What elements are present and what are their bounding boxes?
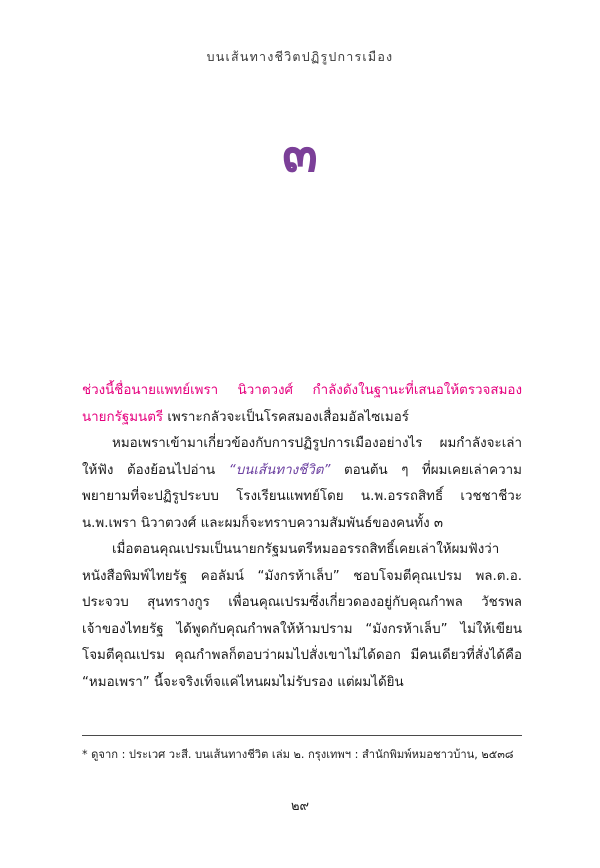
chapter-number: ๓ bbox=[282, 124, 318, 184]
paragraph-1-lead: ช่วงนี้ชื่อนายแพทย์เพรา นิวาตวงศ์ กำลังดังในฐานะที่เสนอให้ตรวจสมองนายกรัฐมนตรี bbox=[82, 383, 522, 425]
paragraph-1 bbox=[82, 378, 522, 431]
paragraph-3: เมื่อตอนคุณเปรมเป็นนายกรัฐมนตรีหมออรรถสิทธิ์เคยเล่าให้ผมฟังว่า หนังสือพิมพ์ไทยรัฐ คอลัมน์ “มังกรห้าเล็บ” ชอบโจมตีคุณเปรม พล.ต.อ. ประจวบ สุนทรางกูร เพื่อนคุณเปรมซึ่งเกี่ยวดองอยู่กับคุณกำพล วัชรพล เจ้าของไทยรัฐ ได้พูดกับคุณกำพลให้ห้ามปราม “มังกรห้าเล็บ” ไม่ให้เขียนโจมตีคุณเปรม คุณกำพลก็ตอบว่าผมไปสั่งเขาไม่ได้ดอก มีคนเดียวที่สั่งได้คือ “หมอเพรา” นี้จะจริงเท็จแค่ไหนผมไม่รับรอง แต่ผมได้ยิน bbox=[82, 542, 522, 690]
body-text bbox=[82, 378, 522, 696]
page-number: ๒๙ bbox=[290, 799, 310, 814]
paragraph-2-part-b: ตอนต้น ๆ ที่ผมเคยเล่าความพยายามที่จะปฏิรูประบบ โรงเรียนแพทย์โดย น.พ.อรรถสิทธิ์ เวชชาชีวะ น.พ.เพรา นิวาตวงศ์ และผมก็จะทราบความสัมพันธ์ของคนทั้ง ๓ bbox=[82, 462, 522, 531]
footnote-text: ดูจาก : ประเวศ วะสี. บนเส้นทางชีวิต เล่ม ๒. กรุงเทพฯ : สำนักพิมพ์หมอชาวบ้าน, ๒๕๓๘ bbox=[87, 748, 514, 761]
paragraph-2 bbox=[82, 431, 522, 537]
footnote-divider bbox=[82, 735, 522, 736]
running-head: บนเส้นทางชีวิตปฏิรูปการเมือง bbox=[206, 49, 394, 64]
footnote bbox=[82, 744, 522, 765]
paragraph-2-part-a: หมอเพราเข้ามาเกี่ยวข้องกับการปฏิรูปการเมืองอย่างไร ผมกำลังจะเล่าให้ฟัง ต้องย้อนไปอ่าน bbox=[82, 436, 522, 478]
footnote-marker: * bbox=[82, 748, 88, 761]
book-reference: “บนเส้นทางชีวิต” bbox=[228, 462, 331, 478]
paragraph-1-rest: เพราะกลัวจะเป็นโรคสมองเสื่อมอัลไซเมอร์ bbox=[163, 409, 409, 425]
